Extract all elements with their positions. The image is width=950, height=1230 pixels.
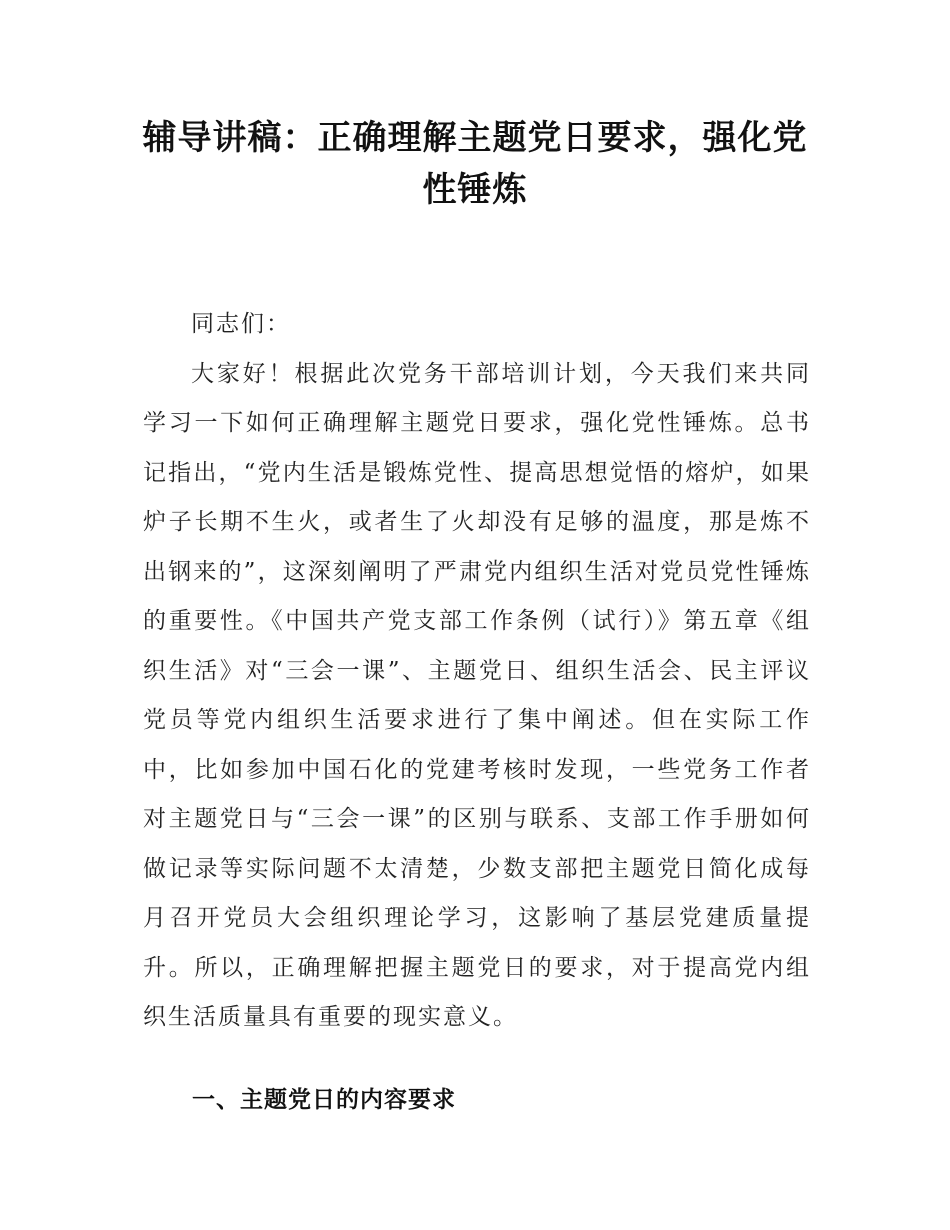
document-title [120, 112, 830, 216]
salutation: 同志们： [191, 311, 291, 337]
title-line-1: 辅导讲稿：正确理解主题党日要求，强化党 [142, 118, 808, 158]
paragraph-intro: 大家好！根据此次党务干部培训计划，今天我们来共同学习一下如何正确理解主题党日要求，强化党性锤炼。总书记指出，“党内生活是锻炼党性、提高思想觉悟的熔炉，如果炉子长期不生火，或者生了火却没有足够的温度，那是炼不出钢来的”，这深刻阐明了严肃党内组织生活对党员党性锤炼的重要性。《中国共产党支部工作条例（试行）》第五章《组织生活》对“三会一课”、主题党日、组织生活会、民主评议党员等党内组织生活要求进行了集中阐述。但在实际工作中，比如参加中国石化的党建考核时发现，一些党务工作者对主题党日与“三会一课”的区别与联系、支部工作手册如何做记录等实际问题不太清楚，少数支部把主题党日简化成每月召开党员大会组织理论学习，这影响了基层党建质量提升。所以，正确理解把握主题党日的要求，对于提高党内组织生活质量具有重要的现实意义。 [143, 360, 811, 1030]
document-body [143, 300, 811, 1043]
title-line-2: 性锤炼 [422, 170, 528, 210]
section-heading-1: 一、主题党日的内容要求 [192, 1087, 456, 1113]
